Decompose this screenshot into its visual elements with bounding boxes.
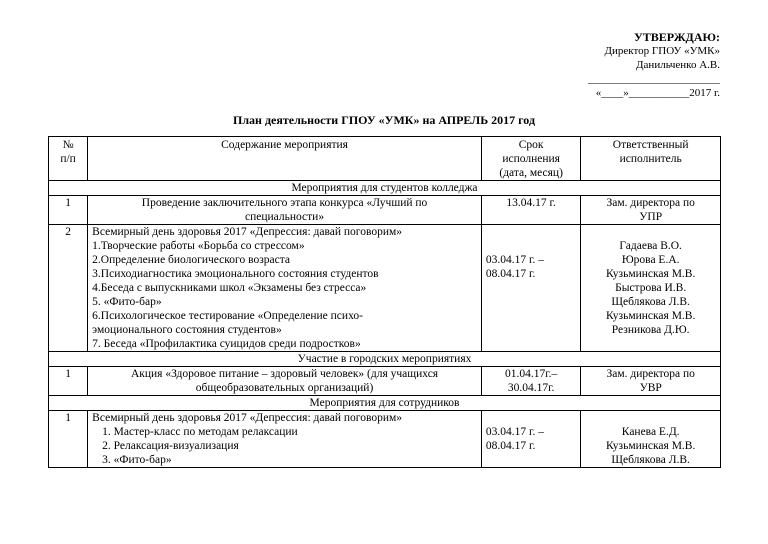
responsible-line: Канева Е.Д.: [621, 426, 680, 438]
header-date-line: (дата, месяц): [499, 167, 563, 179]
responsible-line: Кузьминская М.В.: [605, 440, 696, 452]
row-date: [481, 411, 580, 468]
section-title: Мероприятия для студентов колледжа: [49, 181, 721, 196]
content-line: 2. Релаксация-визуализация: [102, 440, 239, 452]
section-row: [49, 181, 721, 196]
plan-body: [49, 181, 721, 468]
date-line: 13.04.17 г.: [506, 197, 556, 209]
content-line: Всемирный день здоровья 2017 «Депрессия: давай поговорим»: [92, 226, 403, 238]
section-title: Участие в городских мероприятиях: [49, 352, 721, 367]
content-line: 6.Психологическое тестирование «Определение психо-: [92, 310, 363, 322]
responsible-line: УПР: [639, 211, 663, 223]
header-row: [49, 137, 721, 181]
date-line: 08.04.17 г.: [485, 440, 536, 452]
content-line: 5. «Фито-бар»: [92, 296, 162, 308]
responsible-line: Щеблякова Л.В.: [611, 454, 690, 466]
responsible-line: УВР: [639, 382, 662, 394]
section-title: Мероприятия для сотрудников: [49, 396, 721, 411]
header-responsible: [581, 137, 721, 181]
responsible-line: Юрова Е.А.: [621, 254, 680, 266]
content-line: 3.Психодиагностика эмоционального состояния студентов: [92, 268, 379, 280]
content-line: Акция «Здоровое питание – здоровый человек» (для учащихся: [130, 368, 439, 380]
section-row: [49, 396, 721, 411]
content-line: 3. «Фито-бар»: [102, 454, 172, 466]
content-line: 2.Определение биологического возраста: [92, 254, 290, 266]
content-line: 1.Творческие работы «Борьба со стрессом»: [92, 240, 305, 252]
header-date-line: исполнения: [502, 153, 560, 165]
header-resp-line: исполнитель: [619, 153, 682, 165]
date-line: 03.04.17 г. –: [485, 426, 544, 438]
row-date: [481, 196, 580, 225]
table-row: [49, 367, 721, 396]
date-line: 30.04.17г.: [507, 382, 555, 394]
approval-position: Директор ГПОУ «УМК»: [604, 45, 720, 57]
approval-name: Данильченко А.В.: [636, 59, 720, 71]
content-line: 1. Мастер-класс по методам релаксации: [102, 426, 298, 438]
plan-table: [48, 136, 721, 468]
document-title: План деятельности ГПОУ «УМК» на АПРЕЛЬ 2017 год: [232, 113, 536, 127]
responsible-line: Зам. директора по: [606, 368, 695, 380]
date-line: 08.04.17 г.: [485, 268, 536, 280]
responsible-line: Гадаева В.О.: [619, 240, 682, 252]
header-resp-line: Ответственный: [612, 139, 689, 151]
content-line: специальности»: [245, 211, 325, 223]
section-row: [49, 352, 721, 367]
row-content: [88, 225, 482, 352]
row-responsible: [581, 411, 721, 468]
row-num: 2: [49, 225, 88, 352]
date-line: 01.04.17г.–: [504, 368, 558, 380]
responsible-line: Зам. директора по: [606, 197, 695, 209]
row-responsible: [581, 225, 721, 352]
row-responsible: [581, 196, 721, 225]
table-row: [49, 411, 721, 468]
content-line: общеобразовательных организаций): [195, 382, 374, 394]
header-num-line: №: [62, 139, 74, 151]
content-line: 4.Беседа с выпускниками школ «Экзамены без стресса»: [92, 282, 367, 294]
row-date: [481, 225, 580, 352]
header-num-line: п/п: [60, 153, 76, 165]
approval-signature-line: ________________________: [588, 73, 720, 85]
row-content: [88, 411, 482, 468]
row-num: 1: [49, 367, 88, 396]
content-line: Всемирный день здоровья 2017 «Депрессия: давай поговорим»: [92, 412, 403, 424]
header-date: [481, 137, 580, 181]
responsible-line: Щеблякова Л.В.: [611, 296, 690, 308]
content-line: эмоционального состояния студентов»: [92, 324, 282, 336]
content-line: 7. Беседа «Профилактика суицидов среди подростков»: [92, 338, 361, 350]
date-line: 03.04.17 г. –: [485, 254, 544, 266]
responsible-line: Кузьминская М.В.: [605, 268, 696, 280]
responsible-line: Кузьминская М.В.: [605, 310, 696, 322]
row-num: 1: [49, 411, 88, 468]
row-num: 1: [49, 196, 88, 225]
content-line: Проведение заключительного этапа конкурса «Лучший по: [141, 197, 428, 209]
responsible-line: Резникова Д.Ю.: [611, 324, 690, 336]
approval-date-line: «____»___________2017 г.: [595, 87, 720, 99]
row-content: [88, 367, 482, 396]
row-content: [88, 196, 482, 225]
approval-title: УТВЕРЖДАЮ:: [633, 30, 720, 44]
row-responsible: [581, 367, 721, 396]
approval-block: [588, 30, 720, 100]
header-num: [49, 137, 88, 181]
table-row: [49, 225, 721, 352]
table-row: [49, 196, 721, 225]
header-content: Содержание мероприятия: [88, 137, 482, 181]
responsible-line: Быстрова И.В.: [615, 282, 687, 294]
row-date: [481, 367, 580, 396]
header-date-line: Срок: [518, 139, 544, 151]
